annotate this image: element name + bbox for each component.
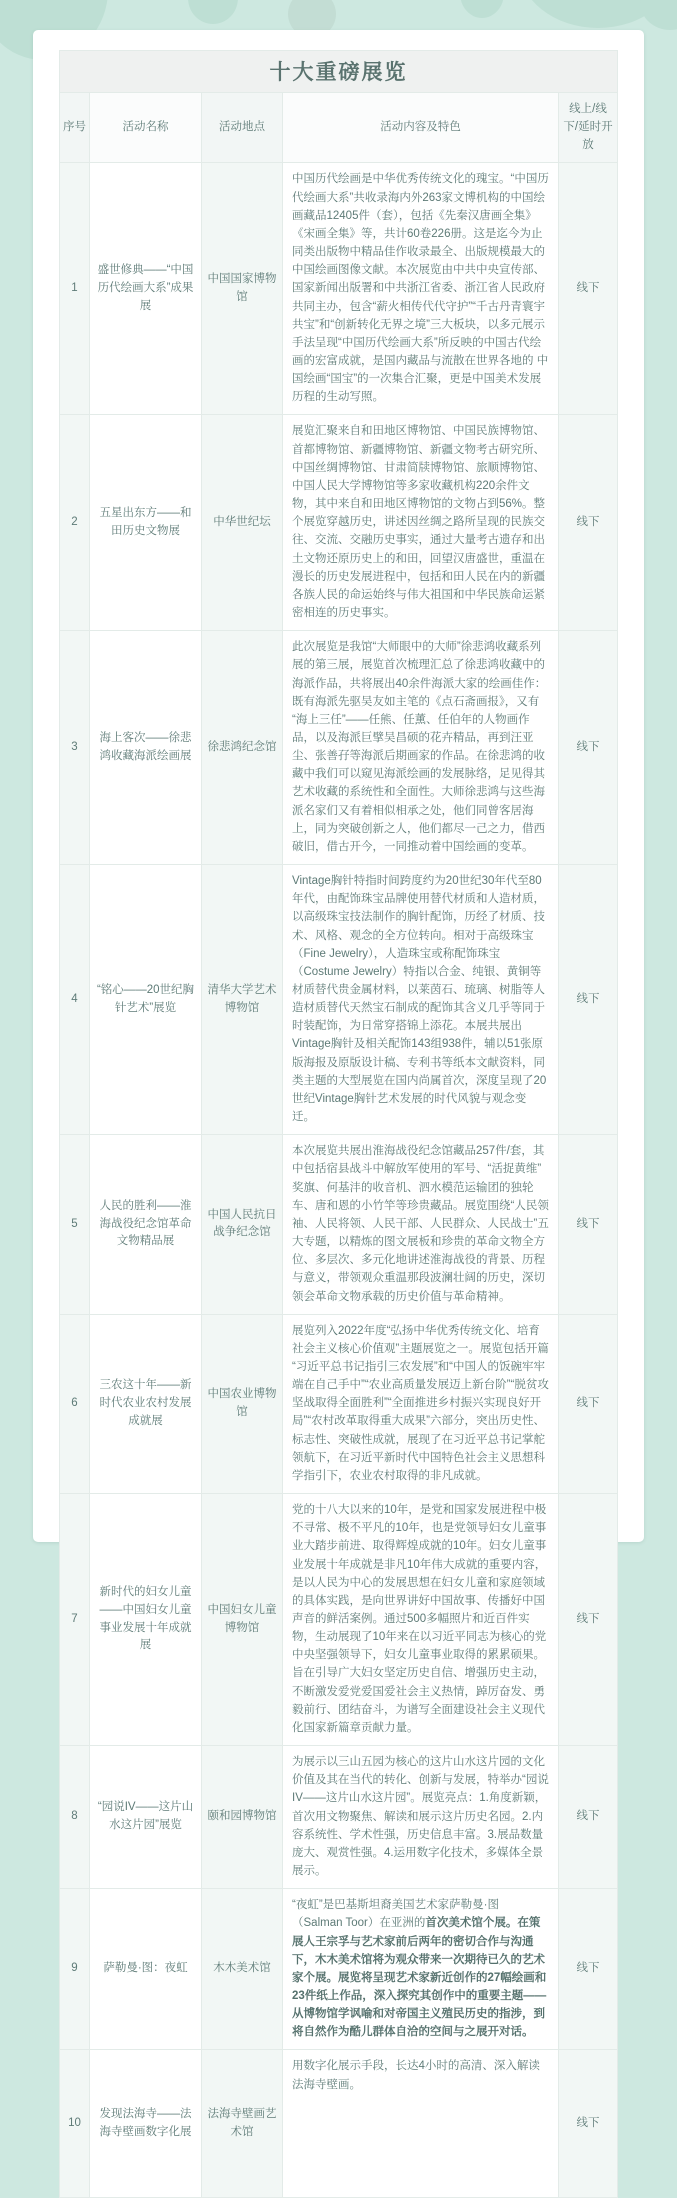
row-venue: 中国人民抗日战争纪念馆 <box>202 1135 283 1313</box>
row-number: 8 <box>60 1746 90 1888</box>
row-venue: 中国妇女儿童博物馆 <box>202 1494 283 1745</box>
row-number: 2 <box>60 415 90 630</box>
row-name: “园说IV——这片山水这片园”展览 <box>90 1746 202 1888</box>
row-name: 新时代的妇女儿童——中国妇女儿童事业发展十年成就展 <box>90 1494 202 1745</box>
row-availability: 线下 <box>559 163 617 414</box>
table-row <box>60 865 617 1135</box>
row-venue: 徐悲鸿纪念馆 <box>202 631 283 864</box>
row-availability: 线下 <box>559 1315 617 1493</box>
column-header-content: 活动内容及特色 <box>283 93 559 162</box>
table-row <box>60 163 617 415</box>
row-name: “铭心——20世纪胸针艺术”展览 <box>90 865 202 1134</box>
column-header-availability: 线上/线下/延时开放 <box>559 93 617 162</box>
row-venue: 清华大学艺术博物馆 <box>202 865 283 1134</box>
table-row <box>60 1135 617 1314</box>
column-header-name: 活动名称 <box>90 93 202 162</box>
decorative-circle <box>188 0 238 24</box>
page-title: 十大重磅展览 <box>269 61 408 84</box>
row-number: 9 <box>60 1889 90 2049</box>
row-content: 此次展览是我馆“大师眼中的大师”徐悲鸿收藏系列展的第三展，展览首次梳理汇总了徐悲鸿收藏中的海派作品，共将展出40余件海派大家的绘画佳作：既有海派先驱吴友如主笔的《点石斋画报》，又有 “海上三任”——任熊、任薰、任伯年的人物画作品，以及海派巨擘吴昌硕的花卉精品，再到汪亚尘、张善孖等海派后期画家的作品。在徐悲鸿的收藏中我们可以窥见海派绘画的发展脉络，足见得其艺术收藏的系统性和全面性。大师徐悲鸿与这些海派名家们又有着相似相承之处，他们同曾客居海上，同为突破创新之人，他们都尽一己之力，借西破旧，借古开今，一同推动着中国绘画的变革。 <box>283 631 559 864</box>
row-content: 展览汇聚来自和田地区博物馆、中国民族博物馆、首都博物馆、新疆博物馆、新疆文物考古研究所、中国丝绸博物馆、甘肃简牍博物馆、旅顺博物馆、中国人民大学博物馆等多家收藏机构220余件文物，其中来自和田地区博物馆的文物占到56%。整个展览穿越历史，讲述因丝绸之路所呈现的民族交往、交流、交融历史事实，通过大量考古遗存和出土文物还原历史上的和田，回望汉唐盛世，重温在漫长的历史发展进程中，包括和田人民在内的新疆各族人民的命运始终与伟大祖国和中华民族命运紧密相连的历史事实。 <box>283 415 559 630</box>
row-availability: 线下 <box>559 631 617 864</box>
row-availability: 线下 <box>559 2050 617 2197</box>
row-name: 发现法海寺——法海寺壁画数字化展 <box>90 2050 202 2197</box>
table-row <box>60 1746 617 1889</box>
row-name: 三农这十年——新时代农业农村发展成就展 <box>90 1315 202 1493</box>
row-venue: 中国农业博物馆 <box>202 1315 283 1493</box>
row-name: 人民的胜利——淮海战役纪念馆革命文物精品展 <box>90 1135 202 1313</box>
row-venue: 法海寺壁画艺术馆 <box>202 2050 283 2197</box>
row-venue: 颐和园博物馆 <box>202 1746 283 1888</box>
table-row <box>60 1315 617 1494</box>
row-content: 用数字化展示手段，长达4小时的高清、深入解读法海寺壁画。 <box>283 2050 559 2197</box>
row-venue: 木木美术馆 <box>202 1889 283 2049</box>
row-content: 本次展览共展出淮海战役纪念馆藏品257件/套，其中包括宿县战斗中解放军使用的军号、“活捉黄维”奖旗、何基沣的收音机、泗水模范运输团的独轮车、唐和恩的小竹竿等珍贵藏品。展览围绕“人民领袖、人民将领、人民干部、人民群众、人民战士”五大专题，以精炼的图文展板和珍贵的革命文物全方位、多层次、多元化地讲述淮海战役的背景、历程与意义，带领观众重温那段波澜壮阔的历史，深切领会革命文物承载的历史价值与革命精神。 <box>283 1135 559 1313</box>
column-header-venue: 活动地点 <box>202 93 283 162</box>
row-availability: 线下 <box>559 415 617 630</box>
row-availability: 线下 <box>559 1494 617 1745</box>
table-header-row <box>60 93 617 163</box>
row-number: 1 <box>60 163 90 414</box>
row-name: 盛世修典——“中国历代绘画大系”成果展 <box>90 163 202 414</box>
content-card <box>33 30 644 2138</box>
row-number: 3 <box>60 631 90 864</box>
exhibitions-table <box>59 50 618 2198</box>
row-availability: 线下 <box>559 1135 617 1313</box>
row-content: 为展示以三山五园为核心的这片山水这片园的文化价值及其在当代的转化、创新与发展，特举办“园说IV——这片山水这片园”。展览亮点：1.角度新颖，首次用文物聚焦、解读和展示这片历史名园。2.内容系统性、学术性强，历史信息丰富。3.展品数量庞大、观赏性强。4.运用数字化技术，多媒体全景展示。 <box>283 1746 559 1888</box>
row-name: 萨勒曼·图：夜虹 <box>90 1889 202 2049</box>
row-venue: 中华世纪坛 <box>202 415 283 630</box>
row-number: 6 <box>60 1315 90 1493</box>
row-number: 4 <box>60 865 90 1134</box>
row-availability: 线下 <box>559 1889 617 2049</box>
row-content: “夜虹”是巴基斯坦裔美国艺术家萨勒曼·图（Salman Toor）在亚洲的首次美术馆个展。在策展人王宗孚与艺术家前后两年的密切合作与沟通下，木木美术馆将为观众带来一次期待已久的艺术家个展。展览将呈现艺术家新近创作的27幅绘画和23件纸上作品，深入探究其创作中的重要主题——从博物馆学讽喻和对帝国主义殖民历史的指涉，到将自然作为酷儿群体自洽的空间与之展开对话。 <box>283 1889 559 2049</box>
row-number: 10 <box>60 2050 90 2197</box>
column-header-no: 序号 <box>60 93 90 162</box>
table-row <box>60 2050 617 2198</box>
table-row <box>60 1889 617 2050</box>
table-row <box>60 1494 617 1746</box>
table-row <box>60 415 617 631</box>
row-number: 5 <box>60 1135 90 1313</box>
row-content: 党的十八大以来的10年，是党和国家发展进程中极不寻常、极不平凡的10年，也是党领导妇女儿童事业大踏步前进、取得辉煌成就的10年。妇女儿童事业发展十年成就是非凡10年伟大成就的重要内容，是以人民为中心的发展思想在妇女儿童和家庭领域的具体实践，是向世界讲好中国故事、传播好中国声音的鲜活案例。通过500多幅照片和近百件实物，生动展现了10年来在以习近平同志为核心的党中央坚强领导下，妇女儿童事业取得的累累硕果。旨在引导广大妇女坚定历史自信、增强历史主动，不断激发爱党爱国爱社会主义热情，踔厉奋发、勇毅前行、团结奋斗，为谱写全面建设社会主义现代化国家新篇章贡献力量。 <box>283 1494 559 1745</box>
row-availability: 线下 <box>559 865 617 1134</box>
row-content: Vintage胸针特指时间跨度约为20世纪30年代至80年代，由配饰珠宝品牌使用替代材质和人造材质，以高级珠宝技法制作的胸针配饰，历经了材质、技术、风格、观念的全方位转向。相对于高级珠宝（Fine Jewelry），人造珠宝或称配饰珠宝（Costume Jewelry）特指以合金、纯银、黄铜等材质替代贵金属材料，以莱茵石、琉璃、树脂等人造材质替代天然宝石制成的配饰其含义几乎等同于时装配饰，为日常穿搭锦上添花。本展共展出Vintage胸针及相关配饰143组938件，辅以51张原版海报及原版设计稿、专利书等纸本文献资料，同类主题的大型展览在国内尚属首次，深度呈现了20世纪Vintage胸针艺术发展的时代风貌与观念变迁。 <box>283 865 559 1134</box>
table-body <box>60 163 617 2198</box>
row-availability: 线下 <box>559 1746 617 1888</box>
decorative-circle <box>640 0 677 30</box>
row-number: 7 <box>60 1494 90 1745</box>
decorative-circle <box>460 0 504 18</box>
row-name: 五星出东方——和田历史文物展 <box>90 415 202 630</box>
row-venue: 中国国家博物馆 <box>202 163 283 414</box>
row-content: 中国历代绘画是中华优秀传统文化的瑰宝。“中国历代绘画大系”共收录海内外263家文博机构的中国绘画藏品12405件（套），包括《先秦汉唐画全集》《宋画全集》等，共计60卷226册。这是迄今为止同类出版物中精品佳作收录最全、出版规模最大的中国绘画图像文献。本次展览由中共中央宣传部、国家新闻出版署和中共浙江省委、浙江省人民政府共同主办，包含“薪火相传代代守护”“千古丹青寰宇共宝”和“创新转化无界之境”三大板块，以多元展示手法呈现“中国历代绘画大系”所反映的中国古代绘画的宏富成就，是国内藏品与流散在世界各地的 中国绘画“国宝”的一次集合汇聚，更是中国美术发展历程的生动写照。 <box>283 163 559 414</box>
table-row <box>60 631 617 865</box>
table-title-band <box>60 51 617 93</box>
row-content: 展览列入2022年度“弘扬中华优秀传统文化、培育社会主义核心价值观”主题展览之一。展览包括开篇“习近平总书记指引三农发展”和“中国人的饭碗牢牢端在自己手中”“农业高质量发展迈上新台阶”“脱贫攻坚战取得全面胜利”“全面推进乡村振兴实现良好开局”“农村改革取得重大成果”六部分，突出历史性、标志性、突破性成就，展现了在习近平总书记掌舵领航下，在习近平新时代中国特色社会主义思想科学指引下，农业农村取得的非凡成就。 <box>283 1315 559 1493</box>
row-name: 海上客次——徐悲鸿收藏海派绘画展 <box>90 631 202 864</box>
